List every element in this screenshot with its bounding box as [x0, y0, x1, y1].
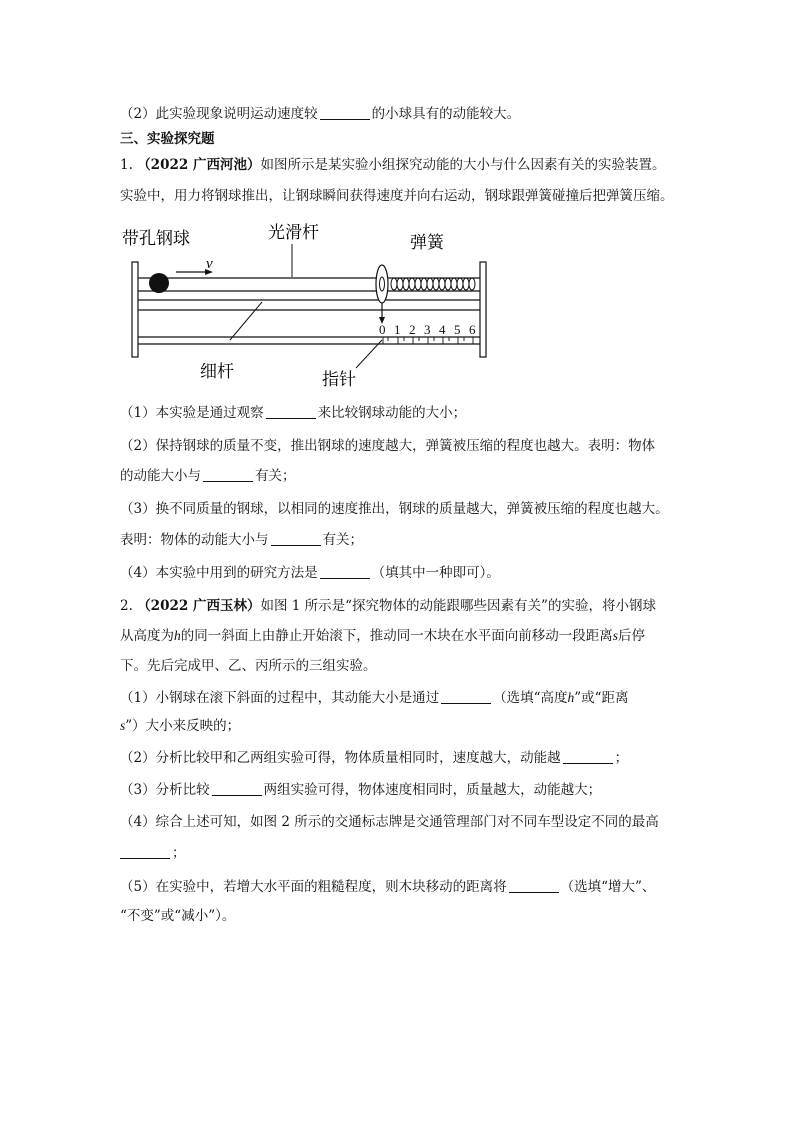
q1-stem-line-2: 实验中，用力将钢球推出，让钢球瞬间获得速度并向右运动，钢球跟弹簧碰撞后把弹簧压缩。: [120, 188, 674, 204]
text: 如图 1 所示是“探究物体的动能跟哪些因素有关”的实验，将小钢球: [260, 598, 656, 614]
text: 有关；: [322, 532, 363, 548]
text: 后停: [618, 628, 646, 644]
q1-part-3-line-2: [120, 530, 690, 550]
label-thin-rod: 细杆: [200, 362, 234, 382]
label-pointer: 指针: [322, 370, 356, 390]
question-source: （2022 广西河池）: [137, 157, 261, 173]
answer-blank[interactable]: [266, 404, 316, 419]
text: ；: [172, 845, 186, 861]
q2-part-1-line-1: [120, 688, 690, 708]
scale-tick-label: 1: [394, 322, 401, 337]
q2-stem-line-2: [120, 626, 690, 646]
symbol-s: s: [612, 628, 619, 643]
text: 有关；: [255, 468, 296, 484]
thin-rod-leader: [230, 302, 262, 340]
symbol-h: h: [174, 628, 181, 643]
question-source: （2022 广西玉林）: [137, 598, 261, 614]
text: 从高度为: [120, 628, 174, 644]
ring-hole: [380, 277, 385, 291]
label-ball: 带孔钢球: [122, 229, 190, 249]
q2-part-1-line-2: [120, 716, 690, 736]
text: （1）小钢球在滚下斜面的过程中，其动能大小是通过: [120, 690, 440, 706]
q2-part-5-line-1: [120, 877, 690, 897]
scale-tick-label: 4: [439, 322, 446, 337]
text: （填其中一种即可）。: [371, 565, 500, 581]
q2-stem-line-1: [120, 596, 690, 616]
left-post: [132, 262, 138, 357]
answer-blank[interactable]: [120, 844, 170, 859]
text: （选填“增大”、: [560, 879, 656, 895]
answer-blank[interactable]: [509, 878, 559, 893]
scale-numbers: [379, 322, 476, 337]
scale-tick-label: 2: [409, 322, 416, 337]
text: （5）在实验中，若增大水平面的粗糙程度，则木块移动的距离将: [120, 879, 507, 895]
scale-ticks: [383, 337, 473, 344]
scale-tick-label: 0: [379, 322, 386, 337]
text: ；: [614, 750, 629, 766]
q1-part-4: [120, 563, 690, 583]
q2-part-4-line-1: （4）综合上述可知，如图 2 所示的交通标志牌是交通管理部门对不同车型设定不同的最高: [120, 814, 659, 830]
q2-part-4-line-2: [120, 843, 690, 863]
answer-blank[interactable]: [441, 689, 491, 704]
text: （选填“高度: [493, 690, 568, 706]
steel-ball: [149, 273, 169, 293]
q1-part-2-line-2: [120, 466, 690, 486]
text: （2）此实验现象说明运动速度较: [120, 106, 318, 122]
text: （4）本实验中用到的研究方法是: [120, 565, 318, 581]
text: 如图所示是某实验小组探究动能的大小与什么因素有关的实验装置。: [260, 157, 666, 173]
q1-part-2-line-1: （2）保持钢球的质量不变，推出钢球的速度越大，弹簧被压缩的程度也越大。表明：物体: [120, 438, 656, 454]
text: ”）大小来反映的；: [125, 718, 241, 734]
answer-blank[interactable]: [563, 749, 613, 764]
answer-blank[interactable]: [212, 781, 262, 796]
answer-blank[interactable]: [271, 531, 321, 546]
q2-part-2: [120, 748, 690, 768]
text: 的同一斜面上由静止开始滚下，推动同一木块在水平面向前移动一段距离: [180, 628, 613, 644]
label-velocity: v: [206, 256, 213, 272]
text: ”或“距离: [574, 690, 629, 706]
text: 两组实验可得，物体速度相同时，质量越大，动能越大；: [263, 782, 602, 798]
label-spring: 弹簧: [410, 233, 444, 253]
question-number: 1.: [120, 157, 133, 173]
section-heading: 三、实验探究题: [120, 131, 215, 147]
scale-tick-label: 6: [469, 322, 476, 337]
right-post: [480, 262, 486, 357]
answer-blank[interactable]: [203, 467, 253, 482]
q1-part-3-line-1: （3）换不同质量的钢球，以相同的速度推出，钢球的质量越大，弹簧被压缩的程度也越大。: [120, 501, 669, 517]
q2-part-5-line-2: “不变”或“减小”）。: [120, 908, 236, 924]
text: （2）分析比较甲和乙两组实验可得，物体质量相同时，速度越大，动能越: [120, 750, 561, 766]
prev-question-part-2: [120, 104, 690, 124]
experiment-figure: [120, 222, 500, 394]
q2-stem-line-3: 下。先后完成甲、乙、丙所示的三组实验。: [120, 658, 377, 674]
text: 来比较钢球动能的大小；: [317, 405, 467, 421]
text: 的动能大小与: [120, 468, 201, 484]
symbol-h: h: [567, 690, 575, 705]
text: 的小球具有的动能较大。: [371, 106, 521, 122]
q1-stem-line-1: [120, 155, 690, 175]
q2-part-3: [120, 780, 690, 800]
answer-blank[interactable]: [320, 105, 370, 120]
text: （1）本实验是通过观察: [120, 405, 264, 421]
question-number: 2.: [120, 598, 133, 614]
spring: [391, 278, 475, 290]
label-rod: 光滑杆: [268, 223, 319, 243]
symbol-s: s: [120, 718, 126, 733]
scale-tick-label: 5: [454, 322, 461, 337]
q1-part-1: [120, 403, 690, 423]
text: （3）分析比较: [120, 782, 210, 798]
scale-tick-label: 3: [424, 322, 431, 337]
answer-blank[interactable]: [320, 564, 370, 579]
text: 表明：物体的动能大小与: [120, 532, 269, 548]
